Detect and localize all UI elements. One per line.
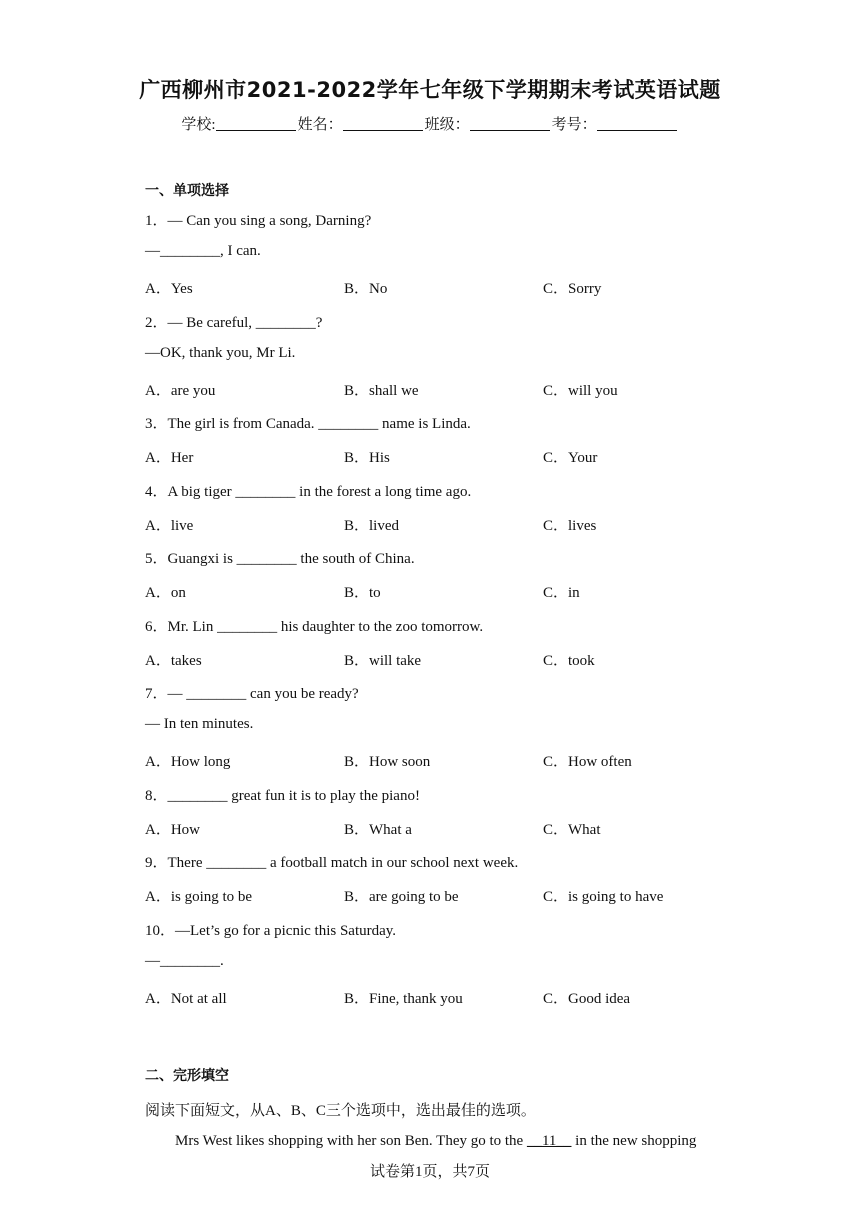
option-a: A．are you [145, 383, 216, 399]
option-a: A．on [145, 585, 186, 601]
exam-title: 广西柳州市2021-2022学年七年级下学期期末考试英语试题 [139, 78, 721, 102]
option-c: C．Your [543, 450, 598, 466]
question-stem: 7．— ________ can you be ready? [145, 686, 359, 702]
option-a: A．is going to be [145, 889, 253, 905]
question-stem: 6．Mr. Lin ________ his daughter to the zoo tomorrow. [145, 619, 484, 635]
option-c: C．lives [543, 518, 597, 534]
option-a: A．Her [145, 450, 194, 466]
cloze-blank-11: __11__ [526, 1133, 572, 1149]
question-stem: 1．— Can you sing a song, Darning? [145, 213, 372, 229]
class-label: 班级： [424, 117, 470, 133]
cloze-passage-line [175, 1133, 696, 1150]
option-a: A．Yes [145, 281, 193, 297]
question-stem: 5．Guangxi is ________ the south of China. [145, 551, 415, 567]
option-c: C．in [543, 585, 580, 601]
name-label: 姓名： [297, 117, 343, 133]
option-a: A．live [145, 518, 194, 534]
passage-text-start: Mrs West likes shopping with her son Ben. They go to the [175, 1133, 527, 1149]
question-stem: 4．A big tiger ________ in the forest a long time ago. [145, 484, 472, 500]
question-stem: 8．________ great fun it is to play the piano! [145, 788, 420, 804]
question-reply: —OK, thank you, Mr Li. [145, 345, 296, 361]
cloze-instruction: 阅读下面短文，从A、B、C三个选项中，选出最佳的选项。 [145, 1103, 536, 1119]
passage-text-end: in the new shopping [571, 1133, 697, 1149]
school-label: 学校: [181, 117, 216, 133]
school-blank [216, 116, 296, 131]
question-reply: —________. [145, 953, 224, 969]
option-b: B．are going to be [344, 889, 459, 905]
exam-number-blank [597, 116, 677, 131]
option-a: A．Not at all [145, 991, 227, 1007]
option-c: C．Good idea [543, 991, 631, 1007]
option-c: C．How often [543, 754, 632, 770]
question-reply: —________, I can. [145, 243, 261, 259]
section-heading-cloze: 二、完形填空 [145, 1068, 229, 1084]
option-c: C．will you [543, 383, 618, 399]
name-blank [343, 116, 423, 131]
option-b: B．How soon [344, 754, 431, 770]
option-b: B．will take [344, 653, 422, 669]
option-b: B．What a [344, 822, 412, 838]
exam-number-label: 考号： [551, 117, 597, 133]
option-c: C．took [543, 653, 595, 669]
question-stem: 3．The girl is from Canada. ________ name is Linda. [145, 416, 471, 432]
option-b: B．No [344, 281, 388, 297]
option-b: B．shall we [344, 383, 419, 399]
option-b: B．Fine, thank you [344, 991, 463, 1007]
question-stem: 9．There ________ a football match in our school next week. [145, 855, 519, 871]
question-reply: — In ten minutes. [145, 716, 254, 732]
option-c: C．What [543, 822, 601, 838]
page-footer: 试卷第1页，共7页 [369, 1164, 490, 1180]
student-info-line [0, 113, 860, 134]
option-b: B．to [344, 585, 381, 601]
option-a: A．takes [145, 653, 202, 669]
section-heading-single-choice: 一、单项选择 [145, 183, 229, 199]
option-c: C．is going to have [543, 889, 664, 905]
option-b: B．His [344, 450, 390, 466]
option-a: A．How [145, 822, 200, 838]
class-blank [470, 116, 550, 131]
option-a: A．How long [145, 754, 231, 770]
question-stem: 10．—Let’s go for a picnic this Saturday. [145, 923, 397, 939]
question-stem: 2．— Be careful, ________? [145, 315, 323, 331]
option-b: B．lived [344, 518, 399, 534]
option-c: C．Sorry [543, 281, 602, 297]
